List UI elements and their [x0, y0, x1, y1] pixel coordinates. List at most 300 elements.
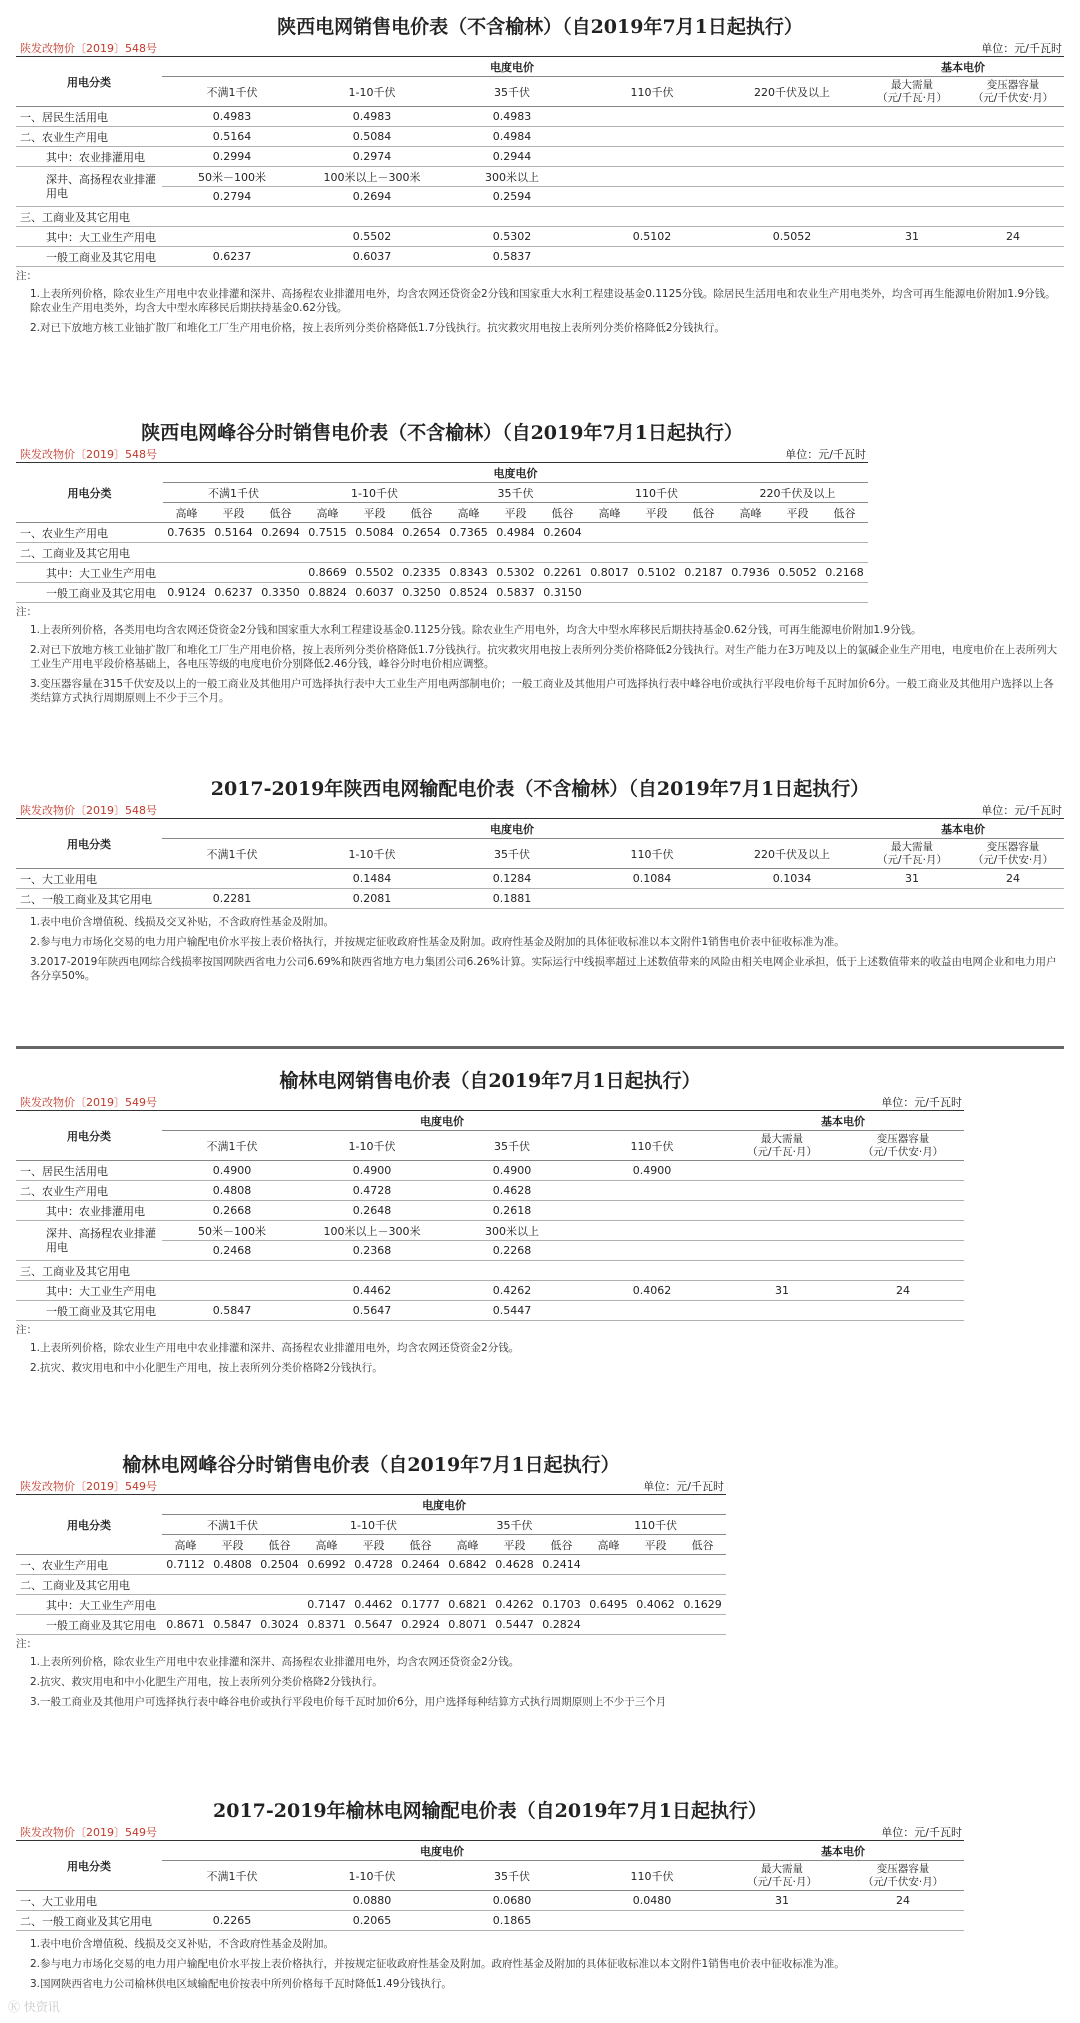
- table-row: [16, 127, 1064, 147]
- col-header: 最大需量 （元/千瓦·月）: [862, 77, 962, 107]
- table-cell: [962, 207, 1064, 227]
- period-header: 平段: [209, 1535, 256, 1555]
- table-cell: [727, 523, 774, 543]
- note-item: 2.对已下放地方核工业铀扩散厂和堆化工厂生产用电价格，按上表所列分类价格降低1.7分钱执行。抗灾救灾用电按上表所列分类价格降低2分钱执行。: [30, 322, 725, 334]
- table-cell: 0.8071: [444, 1615, 491, 1635]
- table-cell: 0.5837: [492, 583, 539, 603]
- table-cell: [962, 247, 1064, 267]
- table-cell: 0.7635: [163, 523, 210, 543]
- table-cell: [722, 187, 862, 207]
- row-label: 深井、高扬程农业排灌用电: [16, 1221, 162, 1261]
- note-item: 1.表中电价含增值税、线损及交叉补贴，不含政府性基金及附加。: [30, 1938, 335, 1950]
- notes-heading: 注：: [16, 1324, 37, 1336]
- table-cell: 0.4262: [491, 1595, 538, 1615]
- table1-title: 陕西电网销售电价表（不含榆林）（自2019年7月1日起执行）: [277, 16, 803, 38]
- col-header: 1-10千伏: [302, 839, 442, 869]
- table-row: [16, 1615, 726, 1635]
- table-cell: [962, 167, 1064, 187]
- table-cell: [303, 1575, 350, 1595]
- table-cell: [633, 523, 680, 543]
- table-cell: 0.5302: [442, 227, 582, 247]
- period-header: 低谷: [680, 503, 727, 523]
- table-cell: 100米以上－300米: [302, 167, 442, 187]
- table-cell: 0.8669: [304, 563, 351, 583]
- table-cell: [842, 1161, 964, 1181]
- table-cell: [257, 563, 304, 583]
- table-cell: 0.2368: [302, 1241, 442, 1261]
- table4-section: [16, 1068, 964, 1381]
- note-item: 1.上表所列价格，除农业生产用电中农业排灌和深井、高扬程农业排灌用电外，均含农网还贷资金2分钱。: [30, 1656, 520, 1668]
- table-cell: 0.4984: [442, 127, 582, 147]
- period-header: 低谷: [539, 503, 586, 523]
- table-cell: 0.6037: [302, 247, 442, 267]
- period-header: 平段: [351, 503, 398, 523]
- table-cell: 0.7515: [304, 523, 351, 543]
- table2-doc-number: 陕发改物价〔2019〕548号: [20, 448, 157, 461]
- table-cell: [210, 563, 257, 583]
- note-item: 1.上表所列价格，除农业生产用电中农业排灌和深井、高扬程农业排灌用电外，均含农网还贷资金2分钱。: [30, 1342, 520, 1354]
- col-header: 110千伏: [582, 839, 722, 869]
- table-row: [16, 1575, 726, 1595]
- table-row: [16, 583, 868, 603]
- col-header: 最大需量 （元/千瓦·月）: [722, 1131, 842, 1161]
- table-cell: [162, 227, 302, 247]
- table-cell: 0.5302: [492, 563, 539, 583]
- table-cell: [209, 1575, 256, 1595]
- table-cell: 0.2335: [398, 563, 445, 583]
- table-cell: [162, 1575, 209, 1595]
- table-cell: 0.5084: [302, 127, 442, 147]
- table-cell: [256, 1595, 303, 1615]
- table2-meta: [16, 446, 868, 462]
- energy-price-header: 电度电价: [162, 57, 862, 77]
- table-cell: [842, 1181, 964, 1201]
- row-label: 一、农业生产用电: [16, 523, 163, 543]
- table-cell: 0.5837: [442, 247, 582, 267]
- table-cell: 0.4808: [209, 1555, 256, 1575]
- note-item: 1.上表所列价格，各类用电均含农网还贷资金2分钱和国家重大水利工程建设基金0.1125分钱。除农业生产用电外，均含大中型水库移民后期扶持基金0.62分钱，可再生能源电价附加1.9分钱。: [30, 624, 922, 636]
- period-header: 高峰: [445, 503, 492, 523]
- period-header: 低谷: [821, 503, 868, 523]
- table-cell: [582, 1241, 722, 1261]
- voltage-group-header: 220千伏及以上: [727, 483, 868, 503]
- table-cell: 0.4462: [350, 1595, 397, 1615]
- table-cell: 0.2694: [302, 187, 442, 207]
- table2-section: [16, 420, 1058, 711]
- col-header: 1-10千伏: [302, 77, 442, 107]
- table-row: [16, 1891, 964, 1911]
- table-row: [16, 247, 1064, 267]
- table-cell: [398, 543, 445, 563]
- table-row: [16, 187, 1064, 207]
- table-cell: 0.2618: [442, 1201, 582, 1221]
- table-cell: [586, 583, 633, 603]
- table-cell: [582, 1261, 722, 1281]
- table-cell: 0.2668: [162, 1201, 302, 1221]
- category-header: 用电分类: [16, 1841, 162, 1891]
- col-header: 不满1千伏: [162, 839, 302, 869]
- table-cell: 50米－100米: [162, 167, 302, 187]
- table-cell: [862, 187, 962, 207]
- table-cell: 0.4900: [302, 1161, 442, 1181]
- note-item: 3.2017-2019年陕西电网综合线损率按国网陕西省电力公司6.69%和陕西省地方电力集团公司6.26%计算。实际运行中线损率超过上述数值带来的风险由相关电网企业承担，低于上述数值带来的收益由电网企业和电力用户各分享50%。: [30, 956, 1057, 982]
- table-cell: 0.2081: [302, 889, 442, 909]
- table4-meta: [16, 1094, 964, 1110]
- table-cell: [722, 147, 862, 167]
- table6-section: [16, 1798, 964, 1997]
- table-cell: [774, 583, 821, 603]
- table-cell: 0.8017: [586, 563, 633, 583]
- col-header: 110千伏: [582, 77, 722, 107]
- table-cell: 0.2594: [442, 187, 582, 207]
- table-cell: 0.7147: [303, 1595, 350, 1615]
- table-cell: 0.3024: [256, 1615, 303, 1635]
- table-cell: [633, 543, 680, 563]
- table-cell: [679, 1615, 726, 1635]
- table-cell: [722, 1201, 842, 1221]
- col-header: 变压器容量 （元/千伏安·月）: [842, 1131, 964, 1161]
- col-header: 1-10千伏: [302, 1861, 442, 1891]
- col-header: 最大需量 （元/千瓦·月）: [722, 1861, 842, 1891]
- voltage-group-header: 1-10千伏: [303, 1515, 444, 1535]
- table-cell: [444, 1575, 491, 1595]
- category-header: 用电分类: [16, 463, 163, 523]
- row-label: 其中：农业排灌用电: [16, 1201, 162, 1221]
- period-header: 高峰: [163, 503, 210, 523]
- table-cell: [586, 543, 633, 563]
- table-cell: [842, 1301, 964, 1321]
- table5-unit: 单位：元/千瓦时: [643, 1480, 724, 1493]
- voltage-group-header: 110千伏: [586, 483, 727, 503]
- table-cell: [582, 187, 722, 207]
- table-cell: [821, 583, 868, 603]
- table-cell: [727, 543, 774, 563]
- table-cell: 24: [962, 227, 1064, 247]
- voltage-group-header: 不满1千伏: [163, 483, 304, 503]
- table-cell: [538, 1575, 585, 1595]
- col-header: 35千伏: [442, 1131, 582, 1161]
- table-cell: 0.2468: [162, 1241, 302, 1261]
- table-cell: [862, 147, 962, 167]
- table-cell: [680, 523, 727, 543]
- table1-doc-number: 陕发改物价〔2019〕548号: [20, 42, 157, 55]
- table-cell: 0.4062: [582, 1281, 722, 1301]
- table-cell: 100米以上－300米: [302, 1221, 442, 1241]
- table-row: [16, 543, 868, 563]
- table-cell: 0.0680: [442, 1891, 582, 1911]
- table-cell: 0.4900: [582, 1161, 722, 1181]
- table-cell: [582, 107, 722, 127]
- row-label: 其中：大工业生产用电: [16, 1595, 162, 1615]
- table-row: [16, 1221, 964, 1241]
- row-label: 其中：大工业生产用电: [16, 227, 162, 247]
- table-cell: 0.5647: [302, 1301, 442, 1321]
- col-header: 变压器容量 （元/千伏安·月）: [842, 1861, 964, 1891]
- col-header: 220千伏及以上: [722, 77, 862, 107]
- table-cell: 0.1034: [722, 869, 862, 889]
- table-cell: 50米－100米: [162, 1221, 302, 1241]
- table-cell: [680, 543, 727, 563]
- table-cell: 0.5447: [491, 1615, 538, 1635]
- table-cell: 0.6237: [162, 247, 302, 267]
- table6: [16, 1840, 964, 1931]
- table5-section: [16, 1452, 726, 1715]
- table-cell: 0.5052: [722, 227, 862, 247]
- table-cell: 0.2504: [256, 1555, 303, 1575]
- table6-doc-number: 陕发改物价〔2019〕549号: [20, 1826, 157, 1839]
- row-label: 一般工商业及其它用电: [16, 583, 163, 603]
- note-item: 3.变压器容量在315千伏安及以上的一般工商业及其他用户可选择执行表中大工业生产用电两部制电价；一般工商业及其他用户可选择执行表中峰谷电价或执行平段电价每千瓦时加价6分。一般工商业及其他用户选择以上各类结算方式执行周期原则上不少于三个月。: [30, 678, 1054, 704]
- table-row: [16, 1595, 726, 1615]
- table5: [16, 1494, 726, 1635]
- row-label: 其中：农业排灌用电: [16, 147, 162, 167]
- row-label: 一、居民生活用电: [16, 107, 162, 127]
- table-cell: [722, 1301, 842, 1321]
- table-cell: [162, 1281, 302, 1301]
- table-cell: 0.2265: [162, 1911, 302, 1931]
- table-cell: [585, 1575, 632, 1595]
- table-cell: [722, 1221, 842, 1241]
- table1-section: [16, 14, 1064, 341]
- table-cell: 0.2944: [442, 147, 582, 167]
- table-cell: [774, 543, 821, 563]
- period-header: 平段: [632, 1535, 679, 1555]
- table-cell: 0.2261: [539, 563, 586, 583]
- row-label: 一般工商业及其它用电: [16, 247, 162, 267]
- note-item: 2.抗灾、救灾用电和中小化肥生产用电，按上表所列分类价格降2分钱执行。: [30, 1676, 383, 1688]
- table-cell: 0.7936: [727, 563, 774, 583]
- table-cell: 0.8343: [445, 563, 492, 583]
- table4-unit: 单位：元/千瓦时: [881, 1096, 962, 1109]
- table2-notes: [16, 605, 1064, 705]
- col-header: 35千伏: [442, 77, 582, 107]
- table3-meta: [16, 802, 1064, 818]
- table6-title: 2017-2019年榆林电网输配电价表（自2019年7月1日起执行）: [213, 1800, 767, 1822]
- table-cell: 0.6821: [444, 1595, 491, 1615]
- table2: [16, 462, 868, 603]
- table-cell: [722, 889, 862, 909]
- row-label: 一、农业生产用电: [16, 1555, 162, 1575]
- table-cell: 0.5084: [351, 523, 398, 543]
- table-cell: 0.1703: [538, 1595, 585, 1615]
- table-cell: 0.5102: [633, 563, 680, 583]
- table-cell: 31: [862, 869, 962, 889]
- table6-unit: 单位：元/千瓦时: [881, 1826, 962, 1839]
- row-label: 三、工商业及其它用电: [16, 1261, 162, 1281]
- notes-heading: 注：: [16, 270, 37, 282]
- period-header: 低谷: [256, 1535, 303, 1555]
- table-cell: [842, 1261, 964, 1281]
- category-header: 用电分类: [16, 1495, 162, 1555]
- table-row: [16, 1281, 964, 1301]
- table-cell: [492, 543, 539, 563]
- table-cell: [633, 583, 680, 603]
- table-cell: 31: [722, 1281, 842, 1301]
- energy-price-header: 电度电价: [162, 1495, 726, 1515]
- row-label: 一、大工业用电: [16, 869, 162, 889]
- col-header: 35千伏: [442, 839, 582, 869]
- row-label: 二、一般工商业及其它用电: [16, 889, 162, 909]
- table-cell: [722, 1241, 842, 1261]
- energy-price-header: 电度电价: [163, 463, 868, 483]
- energy-price-header: 电度电价: [162, 819, 862, 839]
- table-cell: [862, 127, 962, 147]
- table-row: [16, 1201, 964, 1221]
- table-cell: [962, 147, 1064, 167]
- basic-price-header: 基本电价: [862, 819, 1064, 839]
- row-label: 其中：大工业生产用电: [16, 1281, 162, 1301]
- period-header: 平段: [492, 503, 539, 523]
- table-cell: [586, 523, 633, 543]
- table-cell: 0.2414: [538, 1555, 585, 1575]
- table-cell: [632, 1555, 679, 1575]
- table-cell: 0.1484: [302, 869, 442, 889]
- table-cell: 0.2065: [302, 1911, 442, 1931]
- col-header: 最大需量 （元/千瓦·月）: [862, 839, 962, 869]
- period-header: 平段: [350, 1535, 397, 1555]
- table-cell: 0.2648: [302, 1201, 442, 1221]
- table-cell: 0.2654: [398, 523, 445, 543]
- table-cell: 0.5647: [350, 1615, 397, 1635]
- table2-title: 陕西电网峰谷分时销售电价表（不含榆林）（自2019年7月1日起执行）: [141, 422, 743, 444]
- table-row: [16, 523, 868, 543]
- table1: [16, 56, 1064, 267]
- table5-doc-number: 陕发改物价〔2019〕549号: [20, 1480, 157, 1493]
- table2-unit: 单位：元/千瓦时: [785, 448, 866, 461]
- category-header: 用电分类: [16, 819, 162, 869]
- table-cell: [302, 1261, 442, 1281]
- col-header: 变压器容量 （元/千伏安·月）: [962, 839, 1064, 869]
- table6-notes: [16, 1937, 1064, 1991]
- table-cell: 24: [962, 869, 1064, 889]
- period-header: 平段: [633, 503, 680, 523]
- table-cell: [585, 1615, 632, 1635]
- table-cell: [256, 1575, 303, 1595]
- energy-price-header: 电度电价: [162, 1841, 722, 1861]
- table-cell: [582, 167, 722, 187]
- period-header: 低谷: [398, 503, 445, 523]
- table-cell: 0.4984: [492, 523, 539, 543]
- table-cell: [774, 523, 821, 543]
- basic-price-header: 基本电价: [722, 1841, 964, 1861]
- table-cell: 0.8371: [303, 1615, 350, 1635]
- period-header: 平段: [491, 1535, 538, 1555]
- table1-meta: [16, 40, 1064, 56]
- table-cell: [304, 543, 351, 563]
- basic-price-header: 基本电价: [722, 1111, 964, 1131]
- note-item: 1.表中电价含增值税、线损及交叉补贴，不含政府性基金及附加。: [30, 916, 335, 928]
- table-cell: [539, 543, 586, 563]
- table-row: [16, 1301, 964, 1321]
- table-cell: 0.2694: [257, 523, 304, 543]
- table-cell: 0.5502: [302, 227, 442, 247]
- table-cell: 0.9124: [163, 583, 210, 603]
- note-item: 1.上表所列价格，除农业生产用电中农业排灌和深井、高扬程农业排灌用电外，均含农网还贷资金2分钱和国家重大水利工程建设基金0.1125分钱。除居民生活用电和农业生产用电类外，均含可再生能源电价附加1.9分钱。除农业生产用电类外，均含大中型水库移民后期扶持基金0.62分钱。: [30, 288, 1056, 314]
- row-label: 一、居民生活用电: [16, 1161, 162, 1181]
- table-cell: 0.8524: [445, 583, 492, 603]
- period-header: 高峰: [304, 503, 351, 523]
- table-cell: 0.1284: [442, 869, 582, 889]
- table-cell: 0.2974: [302, 147, 442, 167]
- note-item: 2.抗灾、救灾用电和中小化肥生产用电，按上表所列分类价格降2分钱执行。: [30, 1362, 383, 1374]
- table-cell: 0.2794: [162, 187, 302, 207]
- table-cell: 0.2464: [397, 1555, 444, 1575]
- table-cell: [722, 1181, 842, 1201]
- table-cell: [821, 523, 868, 543]
- table-cell: 31: [862, 227, 962, 247]
- table-cell: 300米以上: [442, 1221, 582, 1241]
- table-cell: [727, 583, 774, 603]
- col-header: 35千伏: [442, 1861, 582, 1891]
- table-cell: 0.2187: [680, 563, 727, 583]
- table-cell: 0.5052: [774, 563, 821, 583]
- table-cell: 0.8824: [304, 583, 351, 603]
- table-cell: [582, 1221, 722, 1241]
- table-cell: 0.1084: [582, 869, 722, 889]
- period-header: 平段: [210, 503, 257, 523]
- table-cell: 0.6037: [351, 583, 398, 603]
- table-cell: [162, 869, 302, 889]
- table-cell: 0.1881: [442, 889, 582, 909]
- note-item: 2.参与电力市场化交易的电力用户输配电价水平按上表价格执行，并按规定征收政府性基金及附加。政府性基金及附加的具体征收标准以本文附件1销售电价表中征收标准为准。: [30, 936, 845, 948]
- row-label: 一、大工业用电: [16, 1891, 162, 1911]
- table-cell: [962, 889, 1064, 909]
- table-cell: 0.5847: [209, 1615, 256, 1635]
- table-cell: [210, 543, 257, 563]
- table-cell: 0.4628: [491, 1555, 538, 1575]
- table-cell: 0.6237: [210, 583, 257, 603]
- note-item: 3.国网陕西省电力公司榆林供电区域输配电价按表中所列价格每千瓦时降低1.49分钱执行。: [30, 1978, 452, 1990]
- table-cell: 0.5164: [210, 523, 257, 543]
- table-cell: 0.0480: [582, 1891, 722, 1911]
- table-cell: [722, 1261, 842, 1281]
- col-header: 不满1千伏: [162, 77, 302, 107]
- table-cell: 0.6992: [303, 1555, 350, 1575]
- period-header: 高峰: [585, 1535, 632, 1555]
- table-row: [16, 1181, 964, 1201]
- row-label: 深井、高扬程农业排灌用电: [16, 167, 162, 207]
- table-cell: [582, 247, 722, 267]
- table-cell: 0.5847: [162, 1301, 302, 1321]
- table-cell: [821, 543, 868, 563]
- table-cell: [962, 107, 1064, 127]
- category-header: 用电分类: [16, 1111, 162, 1161]
- table3-unit: 单位：元/千瓦时: [981, 804, 1062, 817]
- row-label: 二、农业生产用电: [16, 1181, 162, 1201]
- col-header: 1-10千伏: [302, 1131, 442, 1161]
- table-row: [16, 1261, 964, 1281]
- table-cell: 31: [722, 1891, 842, 1911]
- table-cell: [862, 167, 962, 187]
- row-label: 其中：大工业生产用电: [16, 563, 163, 583]
- table-cell: 0.7112: [162, 1555, 209, 1575]
- table-cell: 24: [842, 1281, 964, 1301]
- table-cell: [632, 1575, 679, 1595]
- basic-price-header: 基本电价: [862, 57, 1064, 77]
- watermark-logo: Ⓚ 快资讯: [8, 2000, 60, 2014]
- table-cell: [722, 1911, 842, 1931]
- table-cell: 0.2824: [538, 1615, 585, 1635]
- table-cell: 0.8671: [162, 1615, 209, 1635]
- table-cell: [350, 1575, 397, 1595]
- table-cell: [442, 1261, 582, 1281]
- table-cell: [582, 1301, 722, 1321]
- period-header: 低谷: [257, 503, 304, 523]
- table-cell: [163, 543, 210, 563]
- table3-doc-number: 陕发改物价〔2019〕548号: [20, 804, 157, 817]
- table-cell: 0.4900: [442, 1161, 582, 1181]
- table-cell: 0.4983: [162, 107, 302, 127]
